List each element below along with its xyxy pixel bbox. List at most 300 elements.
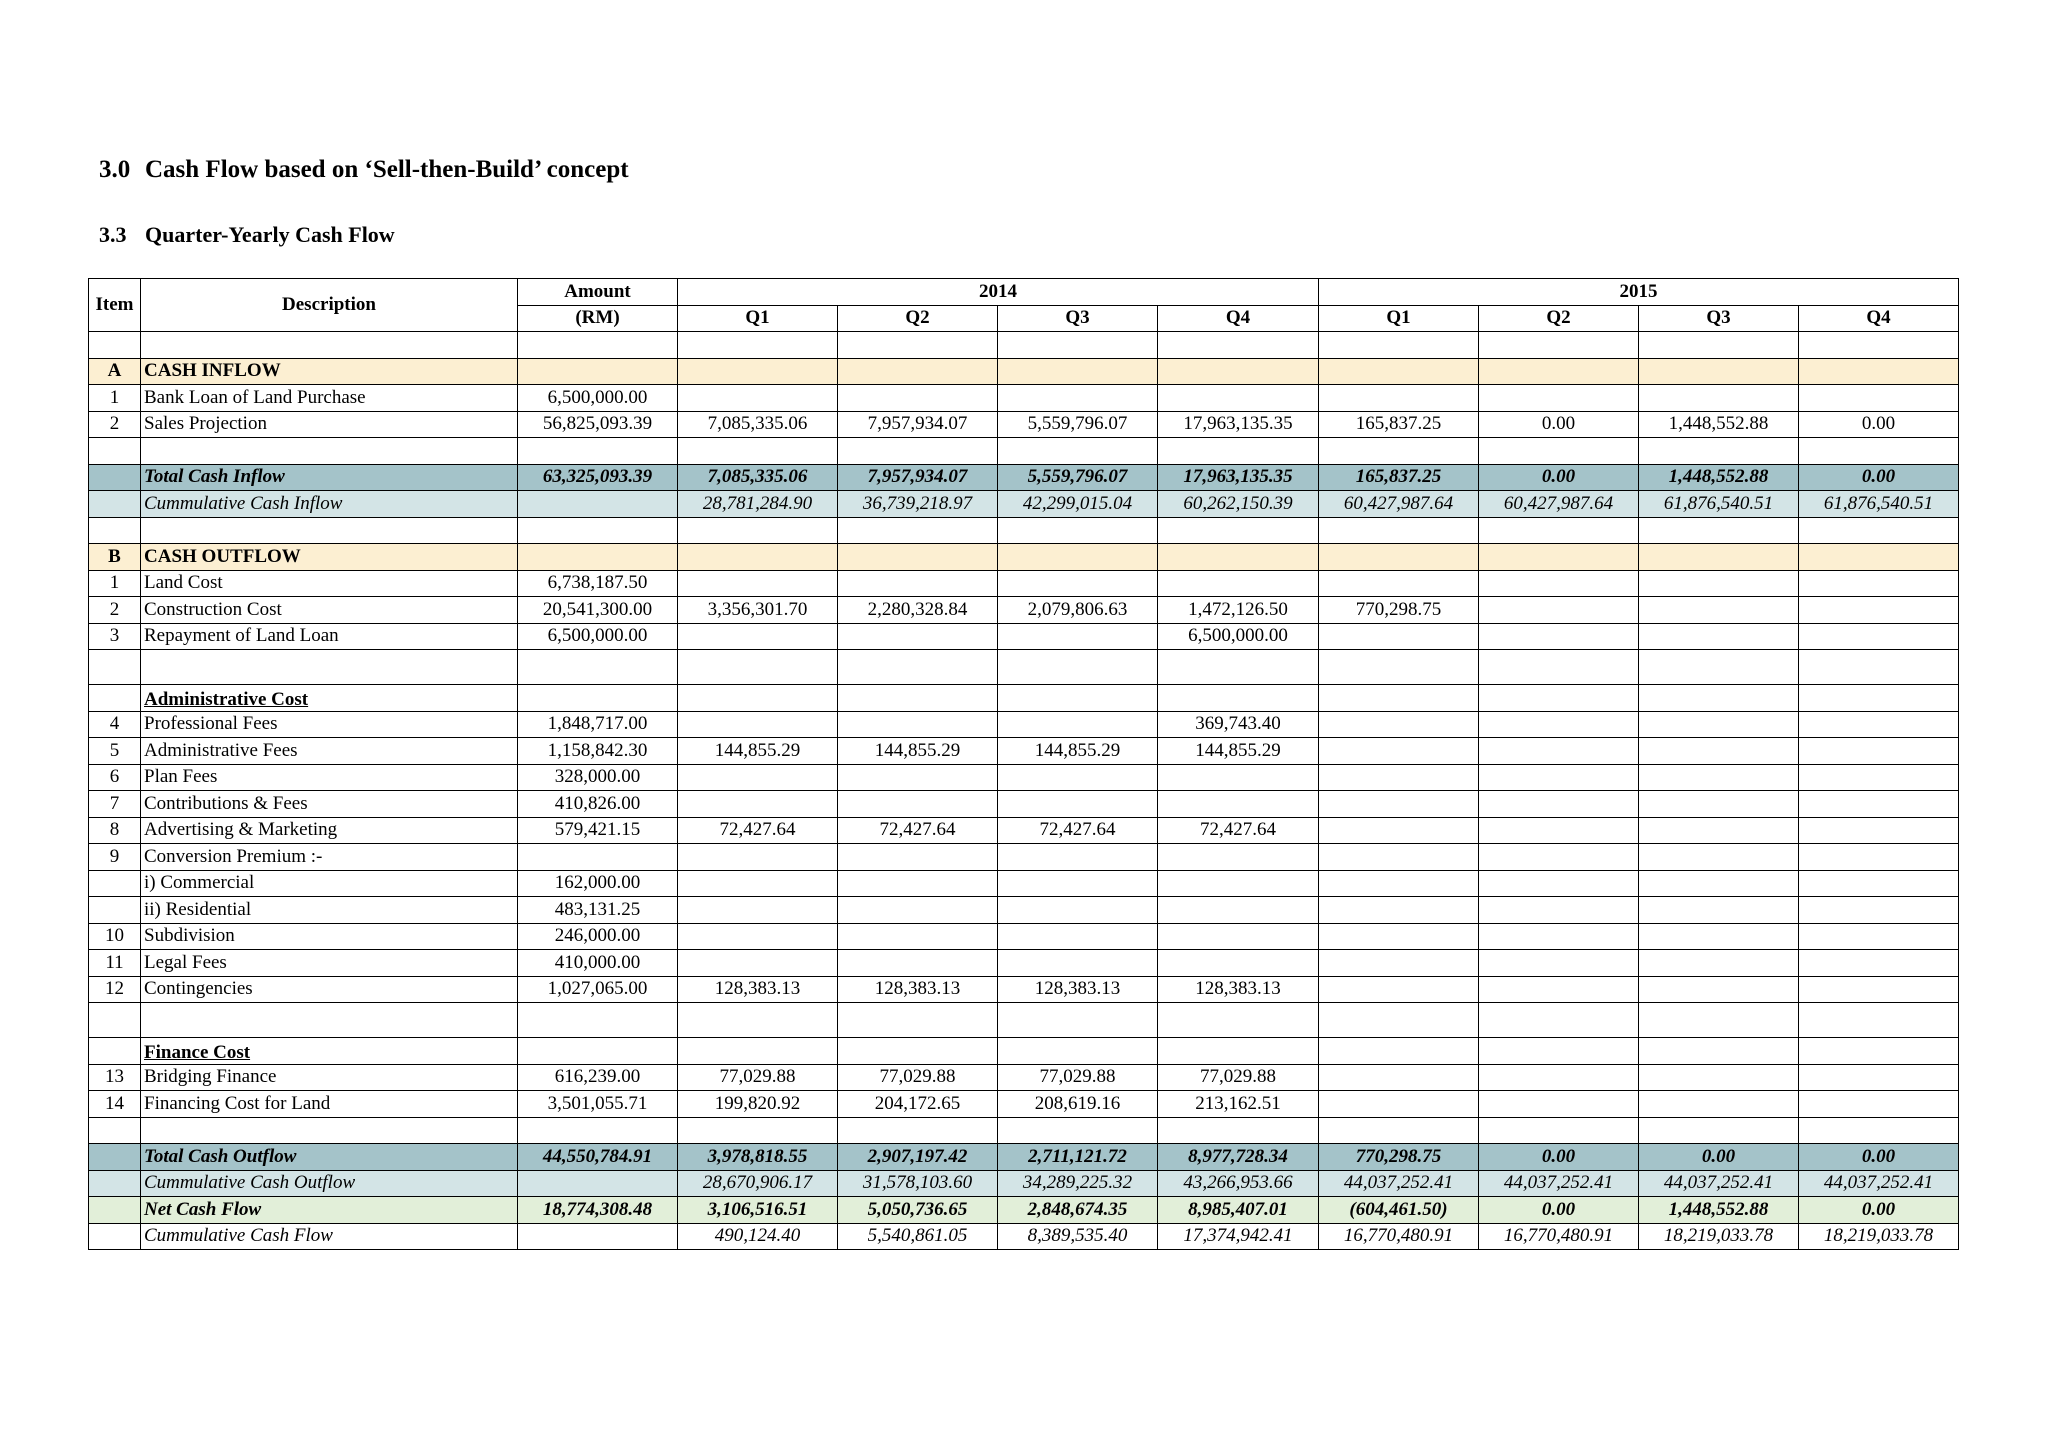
description-cell: Total Cash Outflow <box>141 1144 518 1171</box>
q1-2015-cell <box>1319 385 1479 412</box>
table-row <box>89 897 1959 924</box>
q1-2015-cell: 770,298.75 <box>1319 1144 1479 1171</box>
quarter-header: Q2 <box>838 305 998 332</box>
q3-2014-cell <box>998 764 1158 791</box>
q2-2015-cell: 0.00 <box>1479 411 1639 438</box>
q1-2014-cell <box>678 1038 838 1065</box>
description-cell: Professional Fees <box>141 711 518 738</box>
q2-2015-cell <box>1479 517 1639 544</box>
q4-2014-cell <box>1158 1117 1319 1144</box>
q3-2014-cell: 5,559,796.07 <box>998 411 1158 438</box>
item-header: Item <box>89 279 141 332</box>
q2-2014-cell: 77,029.88 <box>838 1064 998 1091</box>
q1-2015-cell <box>1319 711 1479 738</box>
description-cell <box>141 517 518 544</box>
q2-2014-cell <box>838 1038 998 1065</box>
q2-2014-cell <box>838 870 998 897</box>
amount-cell: 63,325,093.39 <box>518 464 678 491</box>
item-cell <box>89 1117 141 1144</box>
description-cell <box>141 1003 518 1038</box>
amount-cell: 1,027,065.00 <box>518 976 678 1003</box>
item-cell <box>89 650 141 685</box>
description-cell <box>141 1117 518 1144</box>
q4-2015-cell: 44,037,252.41 <box>1799 1170 1959 1197</box>
q4-2014-cell <box>1158 897 1319 924</box>
description-cell: Cummulative Cash Inflow <box>141 491 518 518</box>
q2-2014-cell: 7,957,934.07 <box>838 464 998 491</box>
description-cell <box>141 650 518 685</box>
q4-2014-cell: 213,162.51 <box>1158 1091 1319 1118</box>
q3-2015-cell <box>1639 332 1799 359</box>
q1-2015-cell: (604,461.50) <box>1319 1197 1479 1224</box>
q3-2015-cell <box>1639 764 1799 791</box>
description-cell: Sales Projection <box>141 411 518 438</box>
q4-2015-cell <box>1799 711 1959 738</box>
quarter-header: Q2 <box>1479 305 1639 332</box>
q4-2014-cell <box>1158 844 1319 871</box>
q2-2014-cell: 128,383.13 <box>838 976 998 1003</box>
q2-2015-cell <box>1479 791 1639 818</box>
q2-2014-cell: 36,739,218.97 <box>838 491 998 518</box>
q3-2015-cell <box>1639 650 1799 685</box>
q4-2015-cell: 0.00 <box>1799 1197 1959 1224</box>
amount-cell: 6,500,000.00 <box>518 385 678 412</box>
q4-2015-cell <box>1799 764 1959 791</box>
item-cell: 10 <box>89 923 141 950</box>
q4-2014-cell <box>1158 1003 1319 1038</box>
q2-2015-cell <box>1479 711 1639 738</box>
item-cell <box>89 1038 141 1065</box>
q2-2014-cell <box>838 791 998 818</box>
amount-cell <box>518 685 678 712</box>
q4-2014-cell: 17,963,135.35 <box>1158 411 1319 438</box>
q2-2014-cell <box>838 385 998 412</box>
amount-cell <box>518 491 678 518</box>
amount-cell <box>518 1003 678 1038</box>
q1-2014-cell <box>678 897 838 924</box>
q3-2014-cell: 42,299,015.04 <box>998 491 1158 518</box>
q3-2015-cell <box>1639 1091 1799 1118</box>
q2-2015-cell <box>1479 923 1639 950</box>
amount-unit-header: (RM) <box>518 305 678 332</box>
q1-2014-cell <box>678 685 838 712</box>
item-cell: 13 <box>89 1064 141 1091</box>
q4-2015-cell <box>1799 517 1959 544</box>
q4-2014-cell: 43,266,953.66 <box>1158 1170 1319 1197</box>
q4-2014-cell: 128,383.13 <box>1158 976 1319 1003</box>
table-row <box>89 464 1959 491</box>
item-cell: 1 <box>89 570 141 597</box>
description-cell: Construction Cost <box>141 597 518 624</box>
q1-2015-cell <box>1319 1117 1479 1144</box>
q1-2014-cell <box>678 844 838 871</box>
q4-2014-cell: 1,472,126.50 <box>1158 597 1319 624</box>
q2-2014-cell <box>838 358 998 385</box>
q3-2015-cell: 44,037,252.41 <box>1639 1170 1799 1197</box>
q1-2014-cell: 3,978,818.55 <box>678 1144 838 1171</box>
amount-header: Amount <box>518 279 678 306</box>
q2-2015-cell <box>1479 897 1639 924</box>
q1-2014-cell: 128,383.13 <box>678 976 838 1003</box>
q3-2015-cell <box>1639 897 1799 924</box>
q4-2015-cell <box>1799 332 1959 359</box>
q2-2014-cell <box>838 897 998 924</box>
q4-2014-cell <box>1158 791 1319 818</box>
q2-2014-cell <box>838 950 998 977</box>
q1-2015-cell <box>1319 332 1479 359</box>
q3-2014-cell <box>998 870 1158 897</box>
q2-2015-cell: 0.00 <box>1479 1144 1639 1171</box>
q2-2014-cell <box>838 623 998 650</box>
table-row <box>89 650 1959 685</box>
amount-cell: 6,738,187.50 <box>518 570 678 597</box>
q3-2014-cell <box>998 844 1158 871</box>
q2-2014-cell <box>838 544 998 571</box>
table-row <box>89 1064 1959 1091</box>
q2-2014-cell: 204,172.65 <box>838 1091 998 1118</box>
q1-2015-cell: 16,770,480.91 <box>1319 1223 1479 1250</box>
item-cell <box>89 1170 141 1197</box>
q4-2014-cell <box>1158 438 1319 465</box>
q4-2014-cell: 8,985,407.01 <box>1158 1197 1319 1224</box>
item-cell <box>89 1197 141 1224</box>
section-heading <box>99 156 629 184</box>
table-row <box>89 491 1959 518</box>
q4-2015-cell <box>1799 623 1959 650</box>
q2-2014-cell: 2,280,328.84 <box>838 597 998 624</box>
q2-2014-cell <box>838 570 998 597</box>
q4-2015-cell <box>1799 358 1959 385</box>
q3-2014-cell <box>998 650 1158 685</box>
q3-2014-cell: 5,559,796.07 <box>998 464 1158 491</box>
item-cell: 7 <box>89 791 141 818</box>
header-row-1 <box>89 279 1959 306</box>
amount-cell <box>518 1223 678 1250</box>
quarter-header: Q4 <box>1158 305 1319 332</box>
description-cell <box>141 438 518 465</box>
amount-cell <box>518 1038 678 1065</box>
q3-2014-cell: 72,427.64 <box>998 817 1158 844</box>
q4-2014-cell: 8,977,728.34 <box>1158 1144 1319 1171</box>
q3-2014-cell <box>998 711 1158 738</box>
description-cell: Advertising & Marketing <box>141 817 518 844</box>
item-cell: 3 <box>89 623 141 650</box>
q1-2015-cell <box>1319 1003 1479 1038</box>
table-row <box>89 685 1959 712</box>
q2-2015-cell <box>1479 1091 1639 1118</box>
q2-2014-cell <box>838 685 998 712</box>
q4-2015-cell <box>1799 544 1959 571</box>
amount-cell: 579,421.15 <box>518 817 678 844</box>
year-2014-header: 2014 <box>678 279 1319 306</box>
q4-2015-cell <box>1799 976 1959 1003</box>
q1-2015-cell <box>1319 976 1479 1003</box>
q4-2015-cell <box>1799 738 1959 765</box>
item-cell: 5 <box>89 738 141 765</box>
table-row <box>89 1003 1959 1038</box>
item-cell <box>89 517 141 544</box>
q2-2014-cell <box>838 1003 998 1038</box>
q1-2015-cell <box>1319 897 1479 924</box>
q1-2014-cell <box>678 544 838 571</box>
item-cell: 14 <box>89 1091 141 1118</box>
q1-2014-cell <box>678 332 838 359</box>
item-cell: B <box>89 544 141 571</box>
q2-2015-cell <box>1479 1003 1639 1038</box>
description-cell: Bridging Finance <box>141 1064 518 1091</box>
q2-2015-cell <box>1479 1064 1639 1091</box>
q1-2015-cell <box>1319 791 1479 818</box>
q2-2015-cell <box>1479 385 1639 412</box>
q1-2014-cell <box>678 791 838 818</box>
table-row <box>89 1038 1959 1065</box>
table-row <box>89 870 1959 897</box>
q3-2015-cell <box>1639 791 1799 818</box>
q3-2015-cell <box>1639 685 1799 712</box>
q1-2014-cell <box>678 438 838 465</box>
q2-2014-cell <box>838 650 998 685</box>
q1-2014-cell: 3,106,516.51 <box>678 1197 838 1224</box>
table-row <box>89 544 1959 571</box>
q2-2014-cell: 144,855.29 <box>838 738 998 765</box>
q2-2015-cell <box>1479 544 1639 571</box>
cash-flow-table <box>88 278 1959 1250</box>
amount-cell: 6,500,000.00 <box>518 623 678 650</box>
amount-cell: 1,848,717.00 <box>518 711 678 738</box>
table-row <box>89 738 1959 765</box>
q1-2014-cell: 7,085,335.06 <box>678 411 838 438</box>
q1-2015-cell <box>1319 817 1479 844</box>
amount-cell <box>518 1170 678 1197</box>
q3-2014-cell <box>998 332 1158 359</box>
q3-2014-cell: 8,389,535.40 <box>998 1223 1158 1250</box>
quarter-header: Q3 <box>998 305 1158 332</box>
q4-2014-cell: 144,855.29 <box>1158 738 1319 765</box>
q3-2014-cell <box>998 791 1158 818</box>
q2-2015-cell <box>1479 570 1639 597</box>
q1-2015-cell <box>1319 1091 1479 1118</box>
q1-2014-cell <box>678 517 838 544</box>
table-body <box>89 332 1959 1250</box>
q3-2014-cell: 34,289,225.32 <box>998 1170 1158 1197</box>
section-title: Cash Flow based on ‘Sell-then-Build’ concept <box>145 156 629 183</box>
description-cell: Total Cash Inflow <box>141 464 518 491</box>
q4-2014-cell: 17,374,942.41 <box>1158 1223 1319 1250</box>
q1-2015-cell <box>1319 358 1479 385</box>
table-row <box>89 597 1959 624</box>
q3-2014-cell <box>998 950 1158 977</box>
q1-2015-cell <box>1319 1038 1479 1065</box>
q1-2015-cell <box>1319 544 1479 571</box>
q3-2015-cell <box>1639 358 1799 385</box>
q1-2015-cell: 770,298.75 <box>1319 597 1479 624</box>
table-row <box>89 332 1959 359</box>
q3-2014-cell <box>998 923 1158 950</box>
q3-2014-cell <box>998 897 1158 924</box>
q3-2014-cell: 77,029.88 <box>998 1064 1158 1091</box>
quarter-header: Q4 <box>1799 305 1959 332</box>
quarter-header: Q1 <box>678 305 838 332</box>
q2-2015-cell <box>1479 358 1639 385</box>
q3-2015-cell <box>1639 817 1799 844</box>
q3-2014-cell <box>998 623 1158 650</box>
q3-2014-cell: 2,848,674.35 <box>998 1197 1158 1224</box>
q1-2014-cell: 72,427.64 <box>678 817 838 844</box>
q3-2014-cell <box>998 1117 1158 1144</box>
q2-2015-cell <box>1479 597 1639 624</box>
subsection-title: Quarter-Yearly Cash Flow <box>145 222 395 247</box>
description-cell: Repayment of Land Loan <box>141 623 518 650</box>
q4-2015-cell <box>1799 950 1959 977</box>
q2-2014-cell: 2,907,197.42 <box>838 1144 998 1171</box>
amount-cell <box>518 844 678 871</box>
q3-2014-cell <box>998 685 1158 712</box>
q1-2015-cell <box>1319 870 1479 897</box>
q1-2014-cell: 28,781,284.90 <box>678 491 838 518</box>
quarter-header: Q3 <box>1639 305 1799 332</box>
q4-2014-cell: 77,029.88 <box>1158 1064 1319 1091</box>
q3-2015-cell <box>1639 870 1799 897</box>
item-cell <box>89 464 141 491</box>
q4-2014-cell <box>1158 570 1319 597</box>
table-row <box>89 711 1959 738</box>
table-row <box>89 570 1959 597</box>
q3-2015-cell <box>1639 438 1799 465</box>
q3-2015-cell <box>1639 623 1799 650</box>
q3-2015-cell <box>1639 738 1799 765</box>
description-cell: Conversion Premium :- <box>141 844 518 871</box>
q4-2015-cell <box>1799 817 1959 844</box>
q3-2015-cell <box>1639 544 1799 571</box>
q2-2014-cell <box>838 711 998 738</box>
q1-2015-cell <box>1319 950 1479 977</box>
q2-2014-cell <box>838 1117 998 1144</box>
q3-2015-cell <box>1639 570 1799 597</box>
q2-2014-cell: 72,427.64 <box>838 817 998 844</box>
table-row <box>89 1170 1959 1197</box>
description-cell: Subdivision <box>141 923 518 950</box>
q3-2015-cell <box>1639 1003 1799 1038</box>
table-row <box>89 517 1959 544</box>
amount-cell: 56,825,093.39 <box>518 411 678 438</box>
q1-2015-cell <box>1319 1064 1479 1091</box>
item-cell: 11 <box>89 950 141 977</box>
q4-2014-cell: 72,427.64 <box>1158 817 1319 844</box>
q1-2014-cell <box>678 385 838 412</box>
amount-cell <box>518 358 678 385</box>
description-cell: Net Cash Flow <box>141 1197 518 1224</box>
q2-2015-cell: 44,037,252.41 <box>1479 1170 1639 1197</box>
table-row <box>89 950 1959 977</box>
description-cell: Land Cost <box>141 570 518 597</box>
table-row <box>89 438 1959 465</box>
amount-cell: 410,000.00 <box>518 950 678 977</box>
description-cell: Cummulative Cash Flow <box>141 1223 518 1250</box>
description-cell: i) Commercial <box>141 870 518 897</box>
q1-2014-cell <box>678 870 838 897</box>
q2-2014-cell: 5,050,736.65 <box>838 1197 998 1224</box>
q4-2014-cell <box>1158 544 1319 571</box>
amount-cell: 410,826.00 <box>518 791 678 818</box>
q1-2014-cell <box>678 570 838 597</box>
year-2015-header: 2015 <box>1319 279 1959 306</box>
description-cell: Cummulative Cash Outflow <box>141 1170 518 1197</box>
q3-2015-cell <box>1639 711 1799 738</box>
item-cell: 12 <box>89 976 141 1003</box>
q4-2015-cell <box>1799 870 1959 897</box>
q1-2015-cell: 60,427,987.64 <box>1319 491 1479 518</box>
item-cell: 2 <box>89 411 141 438</box>
description-cell: Contingencies <box>141 976 518 1003</box>
q3-2015-cell <box>1639 517 1799 544</box>
q3-2014-cell <box>998 1038 1158 1065</box>
q4-2014-cell: 17,963,135.35 <box>1158 464 1319 491</box>
description-cell: Contributions & Fees <box>141 791 518 818</box>
q4-2014-cell <box>1158 870 1319 897</box>
q4-2015-cell <box>1799 897 1959 924</box>
q1-2014-cell <box>678 950 838 977</box>
table-row <box>89 791 1959 818</box>
q4-2014-cell <box>1158 923 1319 950</box>
q4-2015-cell <box>1799 1091 1959 1118</box>
description-cell: Finance Cost <box>141 1038 518 1065</box>
table-row <box>89 1091 1959 1118</box>
q3-2014-cell <box>998 438 1158 465</box>
q3-2015-cell: 18,219,033.78 <box>1639 1223 1799 1250</box>
q2-2015-cell <box>1479 844 1639 871</box>
q3-2014-cell: 2,711,121.72 <box>998 1144 1158 1171</box>
description-cell: Administrative Fees <box>141 738 518 765</box>
q4-2015-cell <box>1799 650 1959 685</box>
q3-2015-cell <box>1639 844 1799 871</box>
q2-2014-cell <box>838 332 998 359</box>
q1-2014-cell <box>678 923 838 950</box>
q4-2014-cell: 6,500,000.00 <box>1158 623 1319 650</box>
description-cell <box>141 332 518 359</box>
q1-2014-cell <box>678 358 838 385</box>
description-cell: Administrative Cost <box>141 685 518 712</box>
q2-2015-cell <box>1479 738 1639 765</box>
amount-cell: 162,000.00 <box>518 870 678 897</box>
q1-2015-cell <box>1319 923 1479 950</box>
q1-2014-cell <box>678 711 838 738</box>
q3-2015-cell: 1,448,552.88 <box>1639 411 1799 438</box>
q2-2014-cell <box>838 438 998 465</box>
q2-2014-cell: 5,540,861.05 <box>838 1223 998 1250</box>
q2-2015-cell <box>1479 650 1639 685</box>
q2-2014-cell <box>838 923 998 950</box>
q1-2014-cell: 28,670,906.17 <box>678 1170 838 1197</box>
q1-2014-cell <box>678 1117 838 1144</box>
amount-cell <box>518 650 678 685</box>
q1-2014-cell <box>678 650 838 685</box>
q1-2015-cell <box>1319 517 1479 544</box>
q4-2015-cell <box>1799 791 1959 818</box>
q4-2015-cell <box>1799 438 1959 465</box>
q2-2015-cell: 60,427,987.64 <box>1479 491 1639 518</box>
q1-2014-cell: 490,124.40 <box>678 1223 838 1250</box>
item-cell: A <box>89 358 141 385</box>
q4-2014-cell <box>1158 358 1319 385</box>
amount-cell: 328,000.00 <box>518 764 678 791</box>
q1-2015-cell <box>1319 623 1479 650</box>
q4-2014-cell <box>1158 650 1319 685</box>
item-cell: 6 <box>89 764 141 791</box>
amount-cell <box>518 544 678 571</box>
table-row <box>89 923 1959 950</box>
q4-2014-cell: 369,743.40 <box>1158 711 1319 738</box>
q3-2015-cell <box>1639 1064 1799 1091</box>
